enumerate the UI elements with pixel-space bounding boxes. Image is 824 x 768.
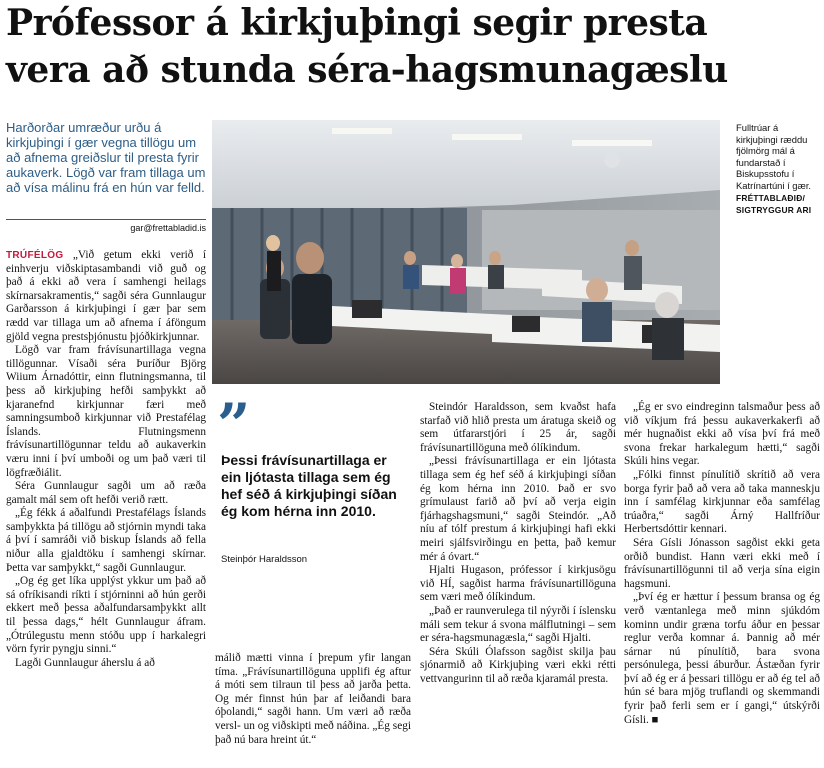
body-paragraph: „Ég fékk á aðalfundi Prestafélags Íslands samþykkta þá tillögu að stjórnin myndi taka á því í samráði við biskup Íslands að fella niður alla gjaldtöku í samhengi skírnar. Þetta var samþykkt,“ sagði Gunnlaugur. xyxy=(6,507,206,574)
conference-photo xyxy=(212,120,720,384)
headline-line-2: vera að stunda séra-hagsmunagæslu xyxy=(6,49,728,91)
body-paragraph: „Þessi frávísunartillaga er ein ljótasta tillaga sem ég hef séð á kirkjuþingi síðan ég kom hérna inn 2010. Það er svo grímulaust farið að því að verja eigin fjárhagshagsmuni,“ sagði Steindór. „Að níu af tólf prestum á kirkjuþingi hafi ekki meiri sjálfsvirðingu en þetta, það kemur mér á óvart.“ xyxy=(420,455,616,563)
body-column-4 xyxy=(624,401,820,727)
author-email: gar@frettabladid.is xyxy=(6,219,206,233)
body-paragraph: málið mætti vinna í þrepum yfir langan tíma. „Frávísunartillöguna upplifi ég aftur á móti sem tilraun til þess að jarða þetta. Og mér finnst hún þar af leiðandi bara óþolandi,“ sagði hann. Um væri að ræða versl- un og viðskipti með náðina. „Ég segi það nú bara hreint út.“ xyxy=(215,652,411,746)
body-paragraph: Lagði Gunnlaugur áherslu á að xyxy=(15,656,155,669)
article-lead: Harðorðar umræður urðu á kirkjuþingi í gær vegna tillögu um að afnema greiðslur til presta fyrir aukaverk. Lögð var fram tillaga um að vísa málinu frá en hún var felld. xyxy=(6,120,206,195)
headline-line-1: Prófessor á kirkjuþingi segir presta xyxy=(6,2,708,44)
body-paragraph: „Og ég get líka upplýst ykkur um það að sá ofríkisandi ríkti í stjórninni að hún gerði ekkert með þessa aðalfundarsamþykkt allt til þessa dags,“ hélt Gunnlaugur áfram. „Ótrúlegustu menn stóðu upp í harkalegri vörn fyrir pyngju sinni.“ xyxy=(6,575,206,656)
pull-quote: Þessi frávísunartillaga er ein ljótasta tillaga sem ég hef séð á kirkjuþingi síðan ég kom hérna inn 2010. xyxy=(221,452,397,519)
body-column-1 xyxy=(6,249,206,670)
body-paragraph: Séra Skúli Ólafsson sagðist skilja þau sjónarmið að Kirkjuþing væri ekki rétti vettvangurinn til að ræða kjaramál presta. xyxy=(420,645,616,685)
dateline-label: TRÚFÉLÖG xyxy=(6,250,64,261)
body-paragraph: „Ég er svo eindreginn talsmaður þess að við víkjum frá þessu aukaverkakerfi að mér hugnaðist ekki að vísa því frá með svona frekar harkalegum hætti,“ sagði Skúli hins vegar. xyxy=(624,401,820,468)
body-paragraph: „Fólki finnst pínulítið skrítið að vera borga fyrir það að vera að taka manneskju inn í samfélag kirkjunnar eða samfélag trúaðra,“ sagði Árný Hallfríður Herbertsdóttir kennari. xyxy=(624,468,820,536)
photo-credit: FRÉTTABLAÐIÐ/ SIGTRYGGUR ARI xyxy=(736,192,812,216)
paragraph-text: „Við getum ekki verið í einhverju viðskiptasambandi við guð og það á ekki að vera í samhengi heilags skírnarsakramentis,“ sagði séra Gunnlaugur Garðarsson á kirkjuþingi í gær þar sem rædd var tillaga um að afnema í áföngum gjöld vegna prestsþjónustu þjóðkirkjunnar. xyxy=(6,249,206,343)
body-paragraph xyxy=(6,249,206,344)
body-paragraph: Steindór Haraldsson, sem kvaðst hafa starfað við hlið presta um áratuga skeið og sem útfararstjóri í 25 ár, sagði frávísunartillöguna með ólíkindum. xyxy=(420,401,616,454)
body-column-3 xyxy=(420,401,616,686)
quote-mark-icon: ” xyxy=(217,391,251,459)
caption-text: Fulltrúar á kirkjuþingi ræddu fjölmörg mál á fundarstað í Biskupsstofu í Katrínartúni í gær. xyxy=(736,122,812,191)
photo-caption xyxy=(736,122,822,217)
body-paragraph: Séra Gunnlaugur sagði um að ræða gamalt mál sem oft hefði verið rætt. xyxy=(6,480,206,506)
pull-quote-attribution: Steinþór Haraldsson xyxy=(221,554,308,565)
body-paragraph: Lögð var fram frávísunartillaga vegna tillögunnar. Vísaði séra Þuríður Björg Wiium Árnadóttir, einn flutningsmanna, til þess að kirkjuþing hefði samþykkt að kjaranefnd kirkjunnar færi með samningsumboð kirkjunnar við Prestafélag Íslands. Flutningsmenn frávísunartillögunnar teldu að aukaverkin væru inni í því umboði og um það væri til lögfræðiálit. xyxy=(6,344,206,479)
body-paragraph: „Því ég er hættur í þessum bransa og ég verð væntanlega með minn sjúkdóm kominn undir græna torfu áður en þessar reglur verða komnar á. Þannig að mér sárnar nú pínulítið, bara svona persónulega, þessi áburður. Ástæðan fyrir því að ég er á þessari tillögu er að ég tel að hún sé bara mjög truflandi og skemmandi fyrir það ferli sem er í gangi,“ útskýrði Gísli. ■ xyxy=(624,591,820,726)
article-headline xyxy=(6,0,822,94)
body-column-2 xyxy=(215,652,411,747)
body-paragraph: Séra Gísli Jónasson sagðist ekki geta orðið bundist. Hann væri ekki með í frávísunartillögunni til að verja sína eigin hagsmuni. xyxy=(624,536,820,590)
body-paragraph: „Það er raunverulega til nýyrði í íslensku máli sem tekur á svona málflutningi – sem er séra-hagsmunagæsla,“ sagði Hjalti. xyxy=(420,604,616,645)
body-paragraph: Hjalti Hugason, prófessor í kirkjusögu við HÍ, sagðist harma frávísunartillöguna sem væri með ólíkindum. xyxy=(420,564,616,604)
